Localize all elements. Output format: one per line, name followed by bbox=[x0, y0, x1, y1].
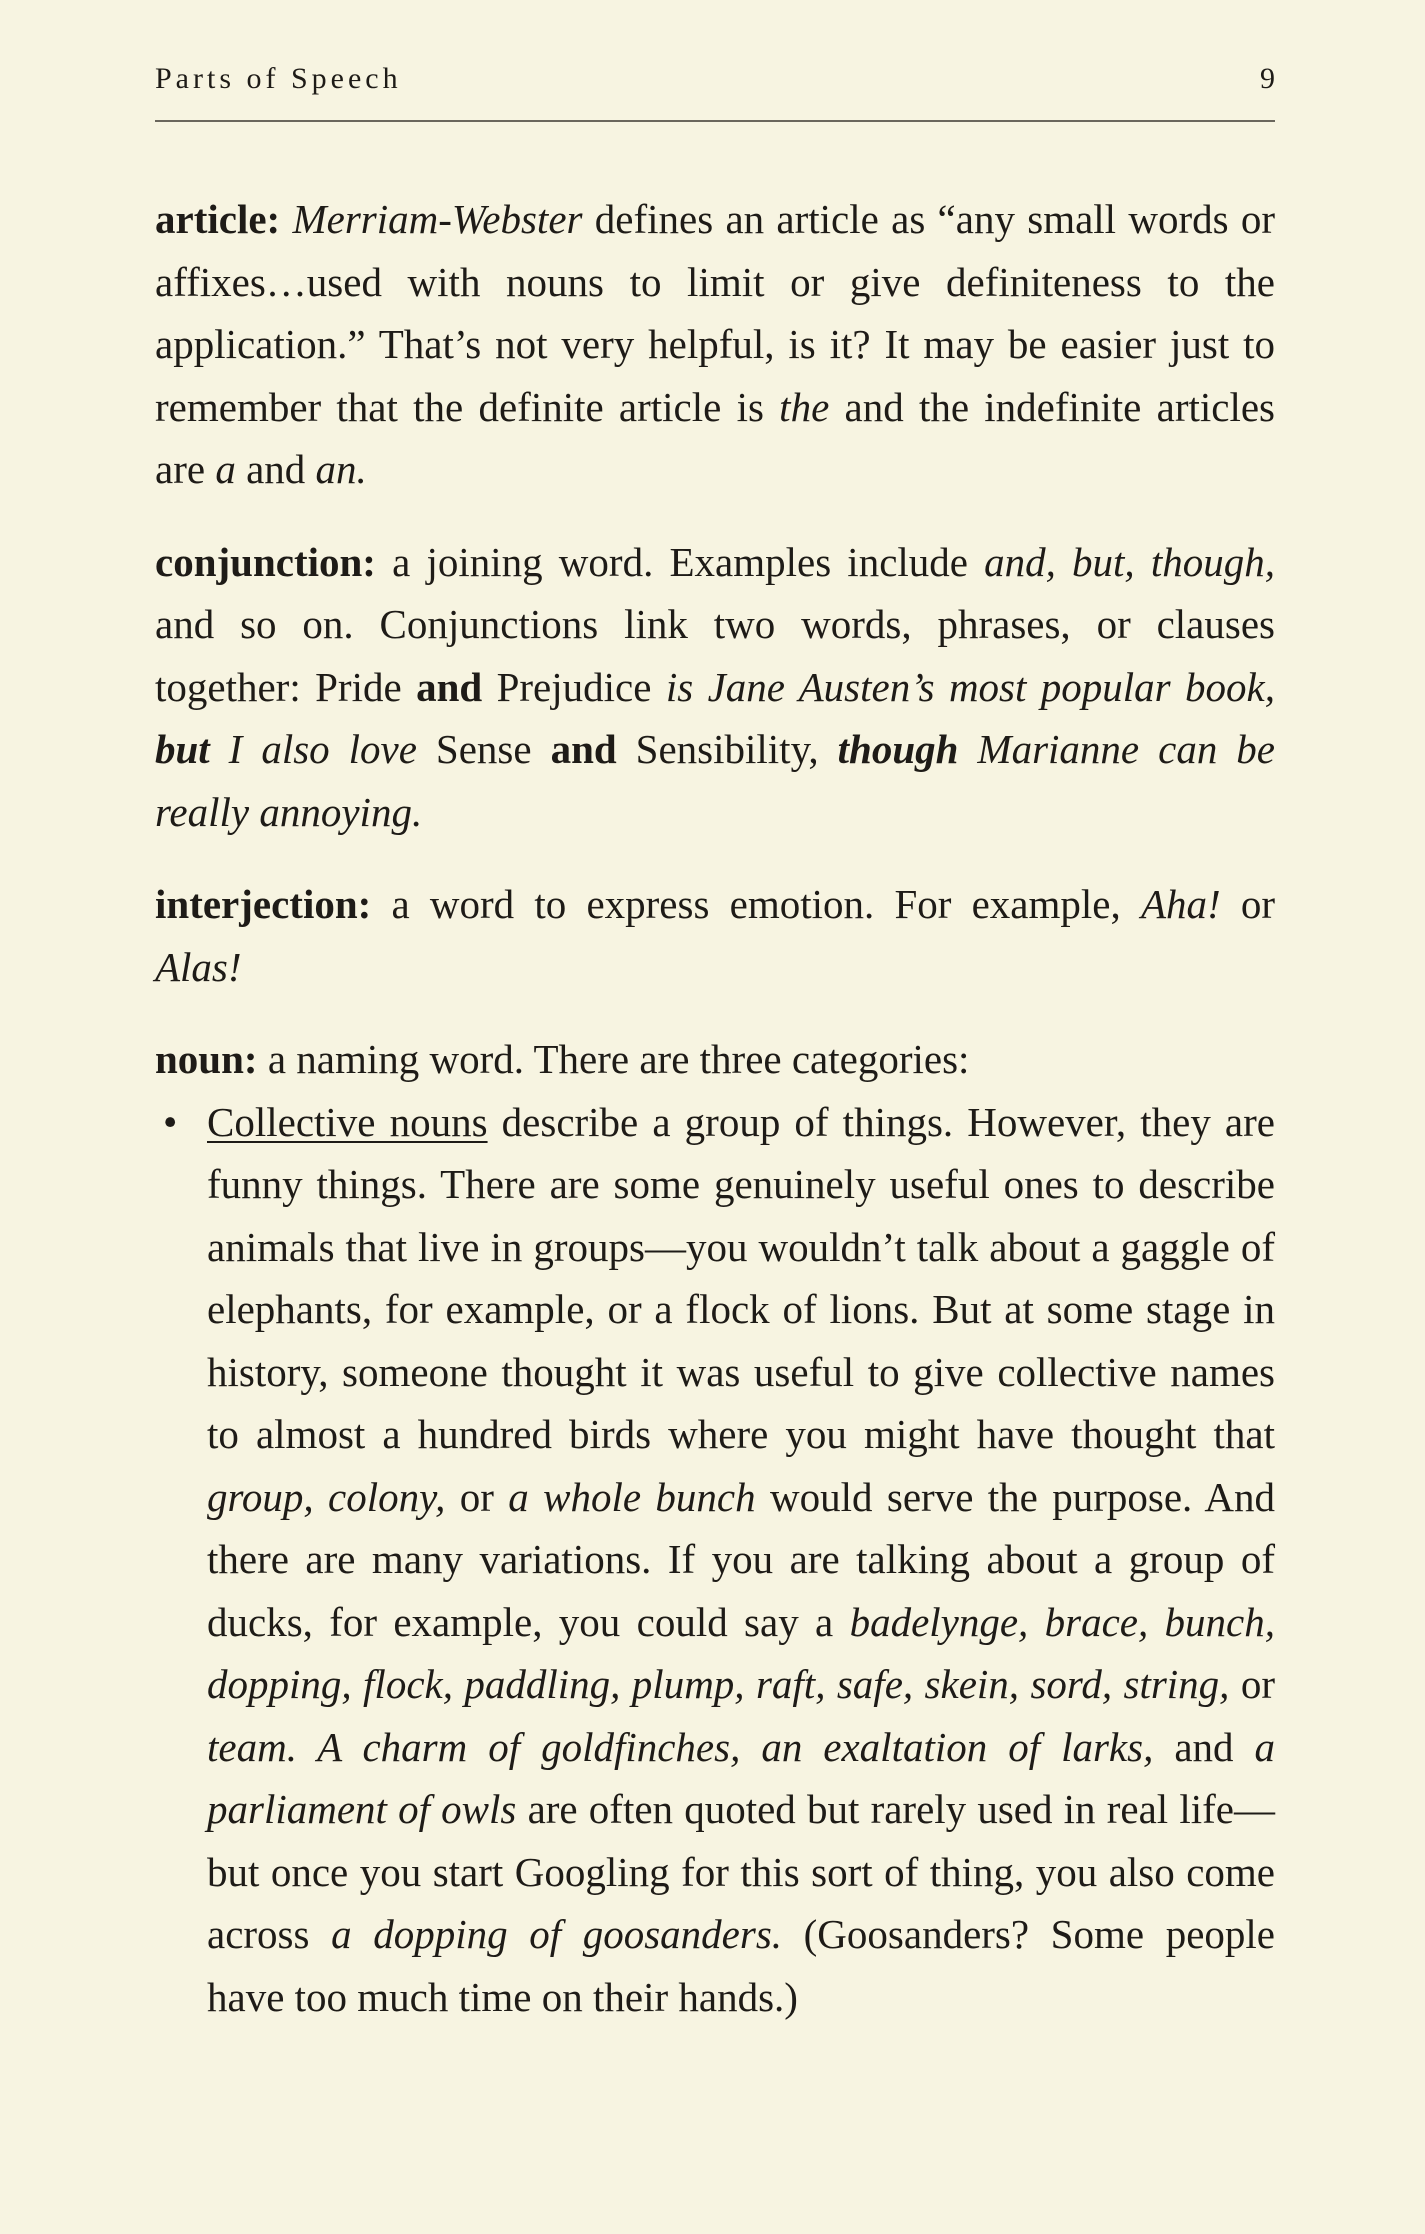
entry-article bbox=[155, 188, 1275, 501]
term-conjunction: conjunction: bbox=[155, 538, 376, 585]
bullet1-text-9: team. A charm of goldfinches, an exaltation of larks, bbox=[207, 1723, 1154, 1770]
conjunction-text-10: and bbox=[550, 726, 617, 772]
article-text-2: defines an article as “any small words or affixes…used with nouns to limit or give definiteness to the application.” That’s not very helpful, is it? It may be easier just to remember that the definite article is bbox=[155, 196, 1275, 430]
bullet1-text-10: and bbox=[1153, 1723, 1255, 1770]
page-body bbox=[155, 188, 1275, 2058]
noun-intro-text: a naming word. There are three categories: bbox=[257, 1036, 970, 1082]
entry-interjection bbox=[155, 873, 1275, 998]
conjunction-text-13: Marianne can be really annoying. bbox=[155, 726, 1275, 835]
conjunction-text-11: Sensibility, bbox=[616, 726, 838, 772]
interjection-text-4: Alas! bbox=[155, 943, 242, 990]
noun-category-list bbox=[155, 1091, 1275, 2029]
term-article: article: bbox=[155, 196, 281, 242]
bullet1-text-8: or bbox=[1229, 1661, 1275, 1707]
bullet-icon: • bbox=[163, 1098, 178, 1145]
bullet1-text-14: (Goosanders? Some people have too much time on their hands.) bbox=[207, 1911, 1275, 2020]
list-item bbox=[155, 1091, 1275, 2029]
article-text-1: Merriam-Webster bbox=[292, 196, 583, 242]
article-text-4: and the indefinite articles are bbox=[155, 383, 1275, 492]
conjunction-text-1: a joining word. Examples include bbox=[375, 538, 985, 585]
page-number: 9 bbox=[1260, 62, 1275, 95]
collective-nouns-term: Collective nouns bbox=[207, 1098, 488, 1145]
bullet1-text-13: a dopping of goosanders. bbox=[331, 1911, 783, 1957]
conjunction-text-3: and so on. Conjunctions link two words, phrases, or clauses together: Pride bbox=[155, 601, 1275, 710]
bullet1-text-7: badelynge, brace, bunch, dopping, flock, paddling, plump, raft, safe, skein, sord, string, bbox=[207, 1598, 1275, 1707]
bullet1-text-3: group, colony, bbox=[207, 1473, 446, 1520]
article-text-7: an. bbox=[315, 446, 367, 492]
bullet1-text-6: would serve the purpose. And there are many variations. If you are talking about a group of ducks, for example, you could say a bbox=[207, 1473, 1276, 1645]
bullet1-text-11: a parliament of owls bbox=[207, 1723, 1275, 1832]
noun-intro bbox=[155, 1028, 1275, 1091]
bullet1-text-12: are often quoted but rarely used in real life—but once you start Googling for this sort of thing, you also come across bbox=[207, 1786, 1275, 1957]
conjunction-text-5: Prejudice bbox=[482, 663, 666, 710]
interjection-text-1: a word to express emotion. For example, bbox=[371, 881, 1141, 927]
conjunction-text-9: Sense bbox=[435, 726, 551, 772]
running-head bbox=[155, 62, 1275, 122]
term-interjection: interjection: bbox=[155, 881, 372, 927]
bullet1-text-4: or bbox=[445, 1473, 509, 1520]
conjunction-text-6: is Jane Austen’s most popular book, bbox=[665, 663, 1275, 710]
conjunction-text-2: and, but, though, bbox=[984, 538, 1275, 585]
running-title: Parts of Speech bbox=[155, 62, 402, 95]
entry-noun bbox=[155, 1028, 1275, 2028]
interjection-text-2: Aha! bbox=[1140, 881, 1221, 927]
entry-conjunction bbox=[155, 531, 1275, 844]
conjunction-text-8: I also love bbox=[209, 726, 436, 772]
article-text-3: the bbox=[779, 383, 830, 430]
term-noun: noun: bbox=[155, 1036, 258, 1082]
conjunction-text-12: though bbox=[837, 726, 959, 772]
conjunction-text-4: and bbox=[416, 663, 483, 710]
conjunction-text-7: but bbox=[155, 726, 210, 772]
article-text-5: a bbox=[215, 446, 236, 492]
bullet1-text-2: describe a group of things. However, they are funny things. There are some genuinely useful ones to describe animals that live in groups—you wouldn’t talk about a gaggle of elephants, for example, or a flock of lions. But at some stage in history, someone thought it was useful to give collective names to almost a hundred birds where you might have thought that bbox=[207, 1098, 1275, 1457]
article-text-6: and bbox=[235, 446, 316, 492]
interjection-text-3: or bbox=[1220, 881, 1275, 927]
bullet1-text-5: a whole bunch bbox=[508, 1473, 756, 1520]
